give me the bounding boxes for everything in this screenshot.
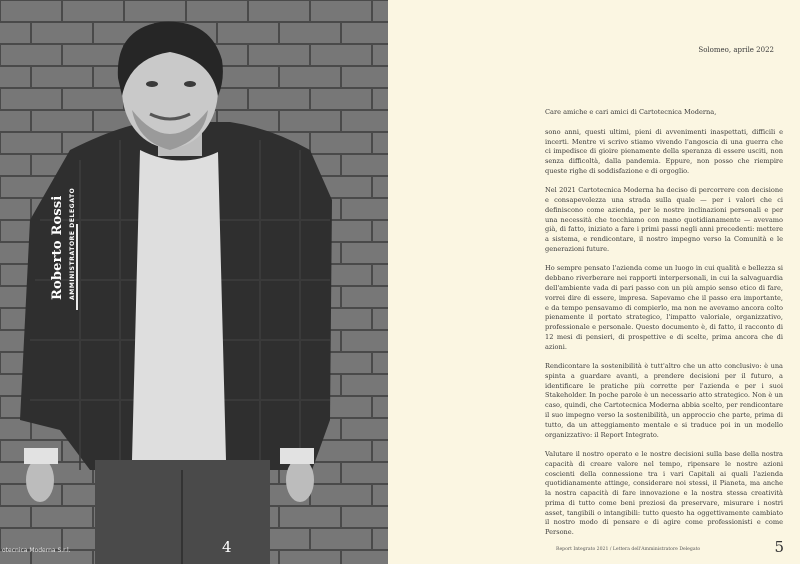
caption-rule [76, 224, 78, 310]
left-footer: otecnica Moderna S.r.l. [2, 547, 71, 554]
letter-greeting: Care amiche e cari amici di Cartotecnica Moderna, [545, 108, 717, 116]
right-page [388, 0, 800, 564]
caption-name: Roberto Rossi [50, 195, 65, 300]
caption-role: AMMINISTRATORE DELEGATO [69, 187, 76, 300]
letter-date: Solomeo, aprile 2022 [698, 46, 774, 54]
page-number-right: 5 [774, 538, 784, 556]
letter-paragraph: Rendicontare la sostenibilità è tutt'altro che un atto conclusivo: è una spinta a guardare avanti, a prendere decisioni per il futuro, a identificare le pratiche più corrette per l'azienda e per i suoi Stakeholder. In poche parole è un necessario atto strategico. Non è un caso, quindi, che Cartotecnica Moderna abbia scelto, per rendicontare il suo impegno verso la sostenibilità, un approccio che parte, prima di tutto, da un atteggiamento mentale e si traduce poi in un modello organizzativo: il Report Integrato. [545, 362, 783, 439]
page-number-left: 4 [222, 538, 232, 556]
letter-paragraph: Nel 2021 Cartotecnica Moderna ha deciso di percorrere con decisione e consapevolezza una strada sulla quale — per i valori che ci definiscono come azienda, per le nostre inclinazioni personali e per una necessità che tocchiamo con mano quotidianamente — avevamo già, di fatto, iniziato a fare i primi passi negli anni precedenti: mettere a sistema, e rendicontare, il nostro impegno verso la Comunità e le generazioni future. [545, 186, 783, 254]
vertical-caption [50, 188, 76, 300]
letter-body [545, 108, 783, 548]
letter-paragraph: Ho sempre pensato l'azienda come un luogo in cui qualità e bellezza si debbano riverberare nei rapporti interpersonali, in cui la salvaguardia dell'ambiente vada di pari passo con un più ampio senso etico di fare, vorrei dire di essere, impresa. Sapevamo che il passo era importante, e da tempo pensavamo di compierlo, ma non ne avevamo ancora colto pienamente il portato strategico, l'impatto valoriale, organizzativo, professionale e personale. Questo documento è, di fatto, il racconto di 12 mesi di pensieri, di prospettive e di scelte, prima ancora che di azioni. [545, 264, 783, 351]
letter-paragraph: Valutare il nostro operato e le nostre decisioni sulla base della nostra capacità di creare valore nel tempo, ripensare le nostre azioni coscienti della connessione tra i vari Capitali ai quali l'azienda quotidianamente attinge, considerare noi stessi, il Pianeta, ma anche la nostra capacità di fare innovazione e la nostra stessa creatività prima di tutto come beni preziosi da preservare, misurare i nostri asset, tangibili o intangibili: tutto questo ha oggettivamente cambiato il nostro modo di pensare e di agire come professionisti e come Persone. [545, 449, 783, 537]
left-page [0, 0, 388, 564]
letter-paragraph: sono anni, questi ultimi, pieni di avvenimenti inaspettati, difficili e incerti. Mentre vi scrivo stiamo vivendo l'angoscia di una guerra che ci impedisce di gioire pienamente della speranza di essere usciti, non senza difficoltà, dalla pandemia. Eppure, non posso che riempire queste righe di soddisfazione e di orgoglio. [545, 127, 783, 175]
right-footer: Report Integrato 2021 / Lettera dell'Amministratore Delegato [556, 547, 701, 552]
